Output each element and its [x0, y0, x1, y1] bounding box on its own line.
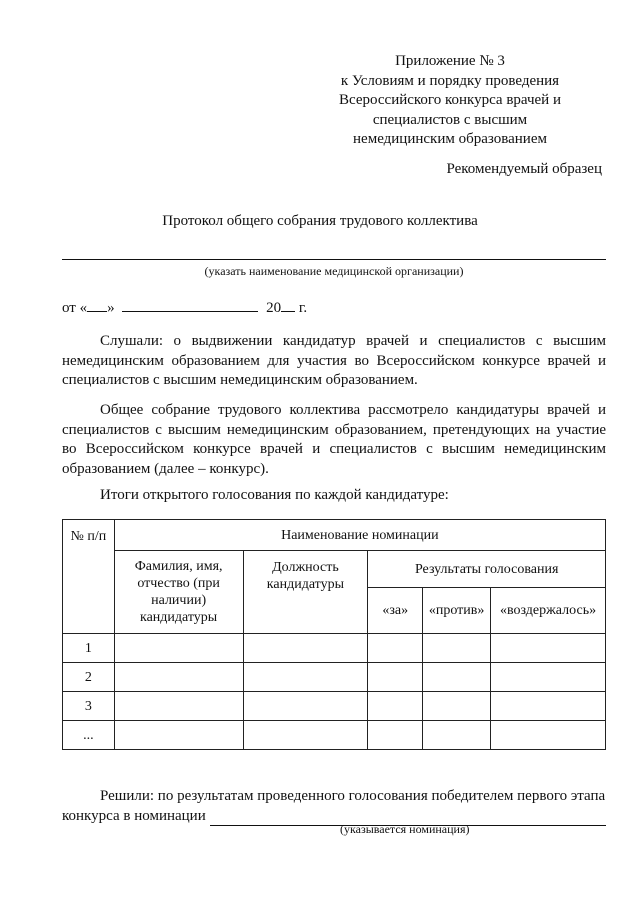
table-row — [63, 721, 606, 750]
cell-abstain[interactable] — [491, 721, 606, 750]
header-for: «за» — [368, 588, 423, 634]
results-intro: Итоги открытого голосования по каждой кандидатуре: — [100, 487, 449, 503]
organization-caption: (указать наименование медицинской организации) — [204, 264, 464, 278]
table-row — [63, 634, 606, 663]
cell-position[interactable] — [243, 692, 368, 721]
cell-position[interactable] — [243, 634, 368, 663]
day-blank — [87, 297, 107, 312]
month-blank — [122, 297, 258, 312]
header-nomination: Наименование номинации — [114, 520, 605, 551]
nomination-caption: (указывается номинация) — [340, 822, 470, 836]
cell-against[interactable] — [423, 663, 491, 692]
heard-paragraph: Слушали: о выдвижении кандидатур врачей и специалистов с высшим немедицинским образованием для участия во Всероссийском конкурсе врачей и специалистов с высшим немедицинским образованием. — [62, 333, 606, 388]
row-number: 1 — [63, 634, 115, 663]
appendix-line: немедицинским образованием — [353, 131, 547, 147]
cell-name[interactable] — [114, 692, 243, 721]
meeting-paragraph: Общее собрание трудового коллектива рассмотрело кандидатуры врачей и специалистов с высшим немедицинским образованием, претендующих на участие во Всероссийском конкурсе врачей и специалистов с высшим немедицинским образованием (далее – конкурс). — [62, 402, 606, 477]
cell-for[interactable] — [368, 634, 423, 663]
recommended-sample-label: Рекомендуемый образец — [446, 161, 602, 177]
date-prefix: от « — [62, 300, 88, 316]
cell-for[interactable] — [368, 663, 423, 692]
row-number: ... — [63, 721, 115, 750]
voting-results-table — [62, 519, 606, 750]
table-row — [63, 692, 606, 721]
header-full-name: Фамилия, имя, отчество (при наличии) кандидатуры — [114, 551, 243, 634]
appendix-line: к Условиям и порядку проведения — [340, 72, 560, 89]
cell-name[interactable] — [114, 721, 243, 750]
appendix-line: Приложение № 3 — [395, 53, 505, 69]
decision-line-2 — [62, 806, 606, 826]
row-number: 3 — [63, 692, 115, 721]
cell-name[interactable] — [114, 663, 243, 692]
header-number: № п/п — [63, 520, 115, 634]
cell-against[interactable] — [423, 721, 491, 750]
date-year-suffix: г. — [295, 300, 308, 316]
table-row — [63, 663, 606, 692]
cell-abstain[interactable] — [491, 663, 606, 692]
appendix-header — [300, 52, 600, 150]
date-year-prefix: 20 — [266, 300, 282, 316]
decision-line-1: Решили: по результатам проведенного голосования победителем первого этапа — [100, 788, 606, 804]
decision-block — [62, 786, 606, 826]
cell-abstain[interactable] — [491, 692, 606, 721]
cell-against[interactable] — [423, 692, 491, 721]
date-day-close: » — [107, 300, 115, 316]
year-blank — [281, 297, 295, 312]
cell-name[interactable] — [114, 634, 243, 663]
header-position: Должность кандидатуры — [243, 551, 368, 634]
header-results: Результаты голосования — [368, 551, 606, 588]
header-against: «против» — [423, 588, 491, 634]
cell-position[interactable] — [243, 721, 368, 750]
cell-for[interactable] — [368, 692, 423, 721]
cell-abstain[interactable] — [491, 634, 606, 663]
cell-against[interactable] — [423, 634, 491, 663]
cell-for[interactable] — [368, 721, 423, 750]
decision-nomination-label: конкурса в номинации — [62, 808, 206, 824]
document-title: Протокол общего собрания трудового коллектива — [162, 213, 478, 229]
cell-position[interactable] — [243, 663, 368, 692]
appendix-line: Всероссийского конкурса врачей и — [339, 92, 561, 108]
organization-name-line — [62, 259, 606, 260]
appendix-line: специалистов с высшим — [372, 111, 528, 128]
header-abstain: «воздержалось» — [491, 588, 606, 634]
row-number: 2 — [63, 663, 115, 692]
date-line — [62, 297, 307, 317]
